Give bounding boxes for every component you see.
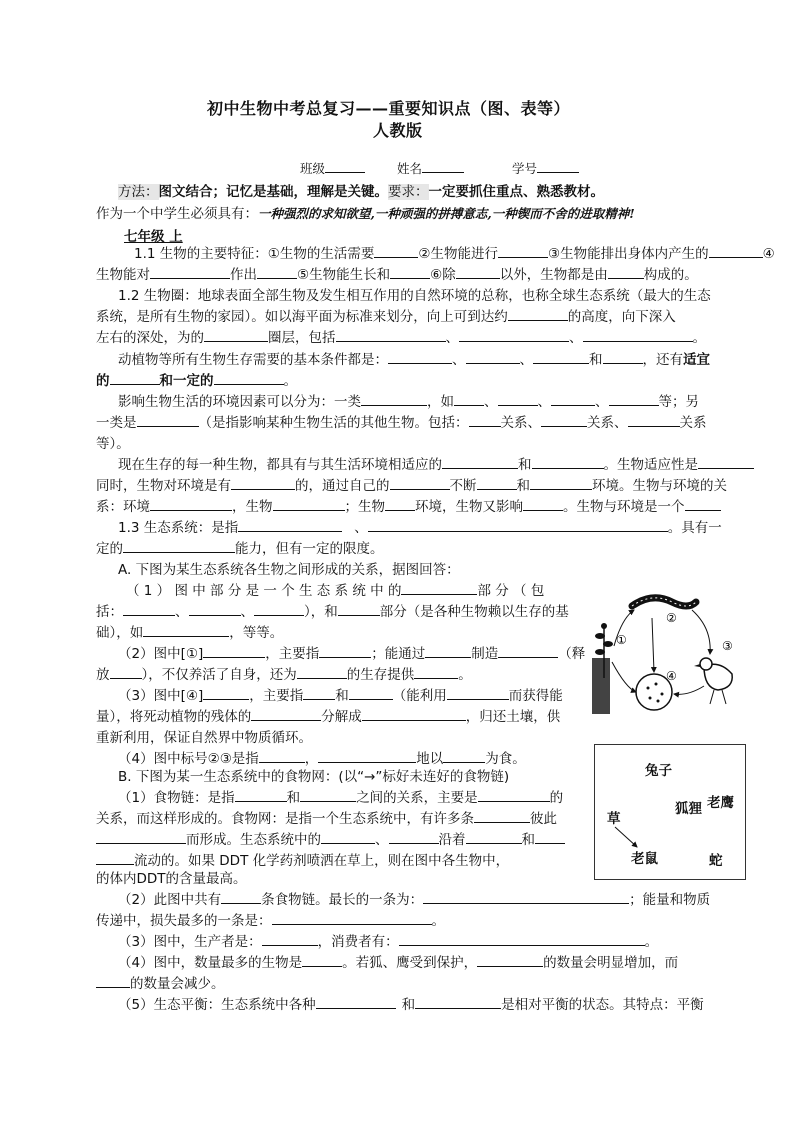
qa-q3-line3: 重新利用，保证自然界中物质循环。 (96, 730, 312, 746)
qa-q2-line2: 放 ），不仅养活了自身，还为 的生存提供 。 (96, 667, 472, 683)
qa-q2-line1: （2）图中[①] ，主要指 ；能通过 制造 （释 (118, 646, 586, 662)
qb-q2-line1: （2）此图中共有 条食物链。最长的一条为： ；能量和物质 (118, 892, 711, 908)
qa-q3-line2: 量），将死动植物的残体的 分解成 ，归还土壤，供 (96, 709, 561, 725)
grade-heading: 七年级 上 (124, 229, 183, 245)
qa-q1-line3: 础），如 ，等等。 (96, 625, 284, 641)
name-blank[interactable] (422, 159, 464, 173)
food-web-box (594, 744, 746, 880)
name-label: 姓名 (396, 161, 422, 176)
qa-q1-line2: 括： 、 、 ），和 部分（是各种生物赖以生存的基 (96, 604, 569, 620)
qb-q2-line2: 传递中，损失最多的一条是： 。 (96, 913, 445, 929)
qb-q1-line5: 的体内DDT的含量最高。 (96, 871, 247, 887)
node-grass: 草 (607, 811, 621, 827)
qa-q3-line1: （3）图中[④] ，主要指 和 （能利用 而获得能 (118, 688, 563, 704)
s11-line2: 生物能对 作出 ⑤生物能生长和 ⑥除 以外，生物都是由 构成的。 (96, 267, 698, 283)
soil-patch (592, 658, 610, 714)
qb-intro: B. 下图为某一生态系统中的食物网：(以“→”标好未连好的食物链) (118, 769, 510, 785)
node-mouse: 老鼠 (631, 851, 658, 867)
qa-q1-line1: （ 1 ） 图 中 部 分 是 一 个 生 态 系 统 中 的 部 分 （ 包 (126, 583, 545, 599)
qb-q1-line3: 而形成。生态系统中的 、 沿着 和 (96, 830, 565, 851)
s13-line2: 定的 能力，但有一定的限度。 (96, 541, 384, 557)
ecosystem-diagram (592, 588, 742, 718)
motto-line: 作为一个中学生必须具有：一种强烈的求知欲望,一种顽强的拼搏意志,一种锲而不舍的进取精神! (96, 206, 635, 222)
adapt-line3: 系：环境 ，生物 ；生物 环境，生物又影响 。生物与环境是一个 (96, 497, 721, 518)
student-fields (300, 159, 579, 177)
id-blank[interactable] (537, 159, 579, 173)
qa-q4-line: （4）图中标号②③是指 ， 地以 为食。 (118, 751, 526, 767)
s11-line1: 1.1 生物的主要特征：①生物的生活需要 ②生物能进行 ③生物能排出身体内产生的 ④ (134, 246, 775, 262)
qa-intro: A. 下图为某生态系统各生物之间形成的关系，据图回答： (118, 562, 460, 578)
s12-line3: 左右的深处，为的 圈层，包括 、 、 。 (96, 330, 706, 346)
id-label: 学号 (511, 161, 537, 176)
conditions-line1: 动植物等所有生物生存需要的基本条件都是： 、 、 和 ，还有适宜 (118, 352, 710, 368)
class-blank[interactable] (325, 159, 365, 173)
adapt-line1: 现在生存的每一种生物，都具有与其生活环境相适应的 和 。生物适应性是 (118, 455, 754, 476)
adapt-line2: 同时，生物对环境是有 的，通过自己的 不断 和 环境。生物与环境的关 (96, 478, 727, 494)
qb-q1-line4: 流动的。如果 DDT 化学药剂喷洒在草上，则在图中各生物中， (96, 851, 509, 872)
factors-line2: 一类是 （是指影响某种生物生活的其他生物。包括： 关系、 关系、 关系 (96, 415, 707, 431)
qb-q1-line1: （1）食物链：是指 和 之间的关系，主要是 的 (118, 790, 564, 806)
class-label: 班级 (300, 161, 326, 176)
qb-q4-line2: 的数量会减少。 (96, 974, 225, 995)
qb-q5-line: （5）生态平衡：生态系统中各种 和 是相对平衡的状态。其特点：平衡 (118, 997, 704, 1013)
node-snake: 蛇 (709, 853, 723, 869)
bird-icon (694, 658, 732, 704)
conditions-line2: 的 和一定的 。 (96, 373, 297, 389)
page-subtitle: 人教版 (373, 121, 423, 140)
method-line: 方法：图文结合；记忆是基础，理解是关键。要求：一定要抓住重点、熟悉教材。 (118, 184, 604, 200)
factors-line1: 影响生物生活的环境因素可以分为：一类 ，如 、 、 、 等；另 (118, 394, 699, 410)
qb-q3-line: （3）图中，生产者是： ，消费者有： 。 (118, 934, 659, 950)
factors-line3: 等）。 (96, 436, 130, 452)
s12-line1: 1.2 生物圈：地球表面全部生物及发生相互作用的自然环境的总称，也称全球生态系统（最大的生态 (118, 288, 711, 304)
diagram-label-2: ② (666, 611, 677, 625)
diagram-label-3: ③ (722, 639, 733, 653)
food-web-arrow (595, 745, 745, 879)
caterpillar-icon (632, 598, 696, 606)
s12-line2: 系统，是所有生物的家园）。如以海平面为标准来划分，向上可到达约 的高度，向下深入 (96, 309, 676, 325)
qb-q4-line1: （4）图中，数量最多的生物是 。若狐、鹰受到保护， 的数量会明显增加，而 (118, 955, 679, 971)
s13-line1: 1.3 生态系统：是指 、 。具有一 (118, 520, 722, 536)
node-fox: 狐狸 (675, 801, 702, 817)
diagram-label-4: ④ (666, 669, 677, 683)
qb-q1-line2: 关系，而这样形成的。食物网：是指一个生态系统中，有许多条 彼此 (96, 811, 557, 827)
node-rabbit: 兔子 (645, 763, 672, 779)
node-eagle: 老鹰 (707, 795, 734, 811)
page-title: 初中生物中考总复习——重要知识点（图、表等） (207, 99, 571, 118)
diagram-label-1: ① (616, 633, 627, 647)
